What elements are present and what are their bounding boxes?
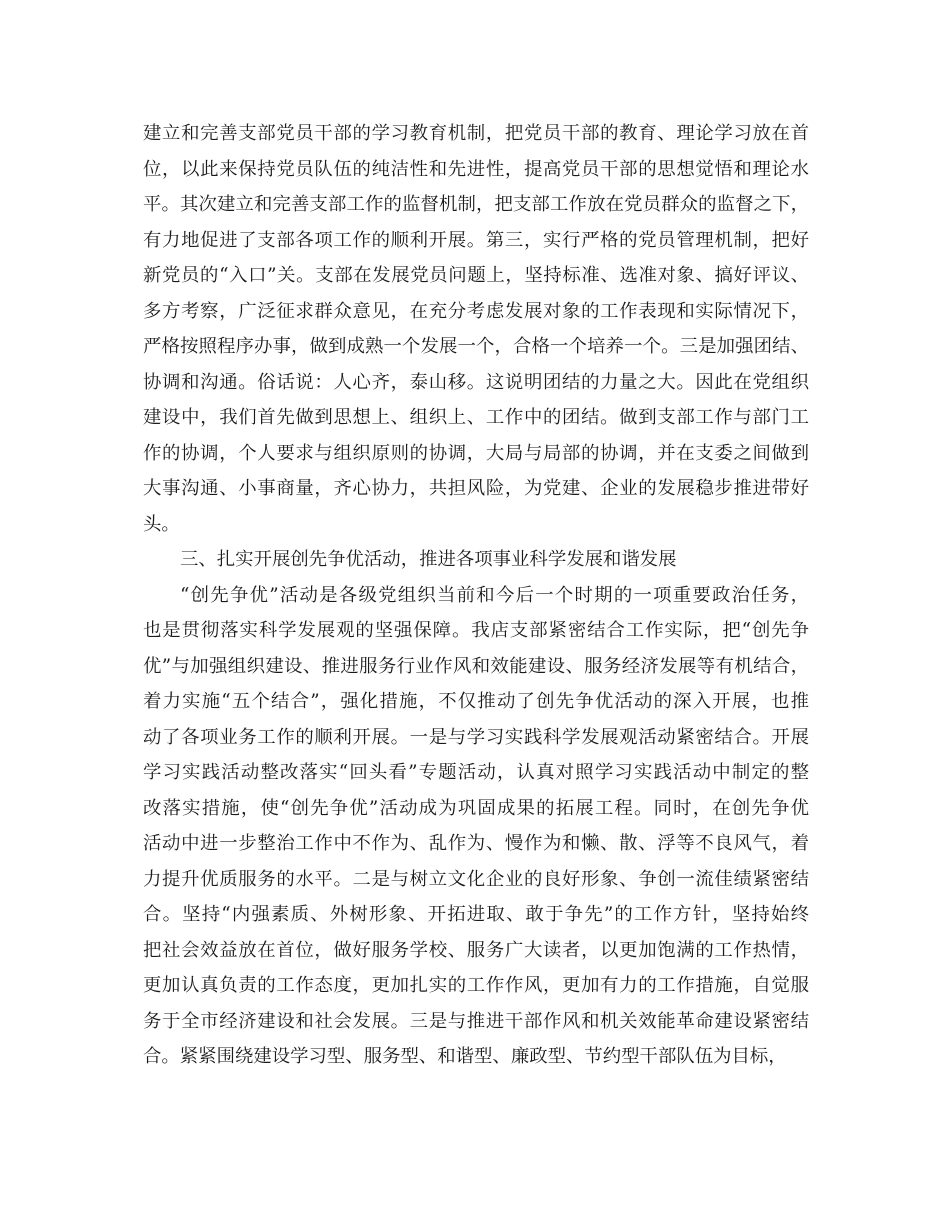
text-line: “创先争优”活动是各级党组织当前和今后一个时期的一项重要政治任务， bbox=[180, 584, 809, 606]
text-line: 位，以此来保持党员队伍的纯洁性和先进性，提高党员干部的思想觉悟和理论水 bbox=[143, 158, 809, 180]
text-line: 力提升优质服务的水平。二是与树立文化企业的良好形象、争创一流佳绩紧密结 bbox=[143, 868, 809, 890]
paragraph-chuangxian-zhengyou bbox=[143, 578, 809, 1075]
text-line: 平。其次建立和完善支部工作的监督机制，把支部工作放在党员群众的监督之下， bbox=[143, 194, 809, 215]
text-line: 建设中，我们首先做到思想上、组织上、工作中的团结。做到支部工作与部门工 bbox=[143, 407, 809, 428]
text-line: 活动中进一步整治工作中不作为、乱作为、慢作为和懒、散、浮等不良风气，着 bbox=[143, 833, 809, 854]
text-line: 多方考察，广泛征求群众意见，在充分考虑发展对象的工作表现和实际情况下， bbox=[143, 300, 809, 322]
text-line: 优”与加强组织建设、推进服务行业作风和效能建设、服务经济发展等有机结合， bbox=[143, 655, 809, 677]
text-line: 协调和沟通。俗话说：人心齐，泰山移。这说明团结的力量之大。因此在党组织 bbox=[143, 371, 809, 393]
text-line: 作的协调，个人要求与组织原则的协调，大局与局部的协调，并在支委之间做到 bbox=[143, 442, 809, 464]
text-line: 更加认真负责的工作态度，更加扎实的工作作风，更加有力的工作措施，自觉服 bbox=[143, 975, 809, 996]
text-line: 务于全市经济建设和社会发展。三是与推进干部作风和机关效能革命建设紧密结 bbox=[143, 1010, 809, 1032]
text-line: 改落实措施，使“创先争优”活动成为巩固成果的拓展工程。同时，在创先争优 bbox=[143, 797, 809, 819]
text-line: 合。紧紧围绕建设学习型、服务型、和谐型、廉政型、节约型干部队伍为目标， bbox=[143, 1046, 787, 1067]
text-line: 也是贯彻落实科学发展观的坚强保障。我店支部紧密结合工作实际，把“创先争 bbox=[143, 620, 809, 641]
section-heading-three bbox=[143, 542, 809, 578]
text-line: 三、扎实开展创先争优活动，推进各项事业科学发展和谐发展 bbox=[180, 549, 677, 570]
text-line: 严格按照程序办事，做到成熟一个发展一个，合格一个培养一个。三是加强团结、 bbox=[143, 336, 809, 357]
text-line: 大事沟通、小事商量，齐心协力，共担风险，为党建、企业的发展稳步推进带好 bbox=[143, 478, 809, 499]
text-line: 建立和完善支部党员干部的学习教育机制，把党员干部的教育、理论学习放在首 bbox=[143, 123, 809, 144]
text-line: 学习实践活动整改落实“回头看”专题活动，认真对照学习实践活动中制定的整 bbox=[143, 762, 809, 783]
text-line: 把社会效益放在首位，做好服务学校、服务广大读者，以更加饱满的工作热情， bbox=[143, 939, 809, 961]
paragraph-party-building bbox=[143, 116, 809, 542]
text-line: 动了各项业务工作的顺利开展。一是与学习实践科学发展观活动紧密结合。开展 bbox=[143, 726, 809, 748]
text-line: 合。坚持“内强素质、外树形象、开拓进取、敢于争先”的工作方针，坚持始终 bbox=[143, 904, 809, 925]
text-line: 有力地促进了支部各项工作的顺利开展。第三，实行严格的党员管理机制，把好 bbox=[143, 229, 809, 251]
document-body bbox=[143, 116, 809, 1075]
text-line: 着力实施“五个结合”，强化措施，不仅推动了创先争优活动的深入开展，也推 bbox=[143, 691, 809, 712]
text-line: 新党员的“入口”关。支部在发展党员问题上，坚持标准、选准对象、搞好评议、 bbox=[143, 265, 809, 286]
text-line: 头。 bbox=[143, 513, 180, 535]
